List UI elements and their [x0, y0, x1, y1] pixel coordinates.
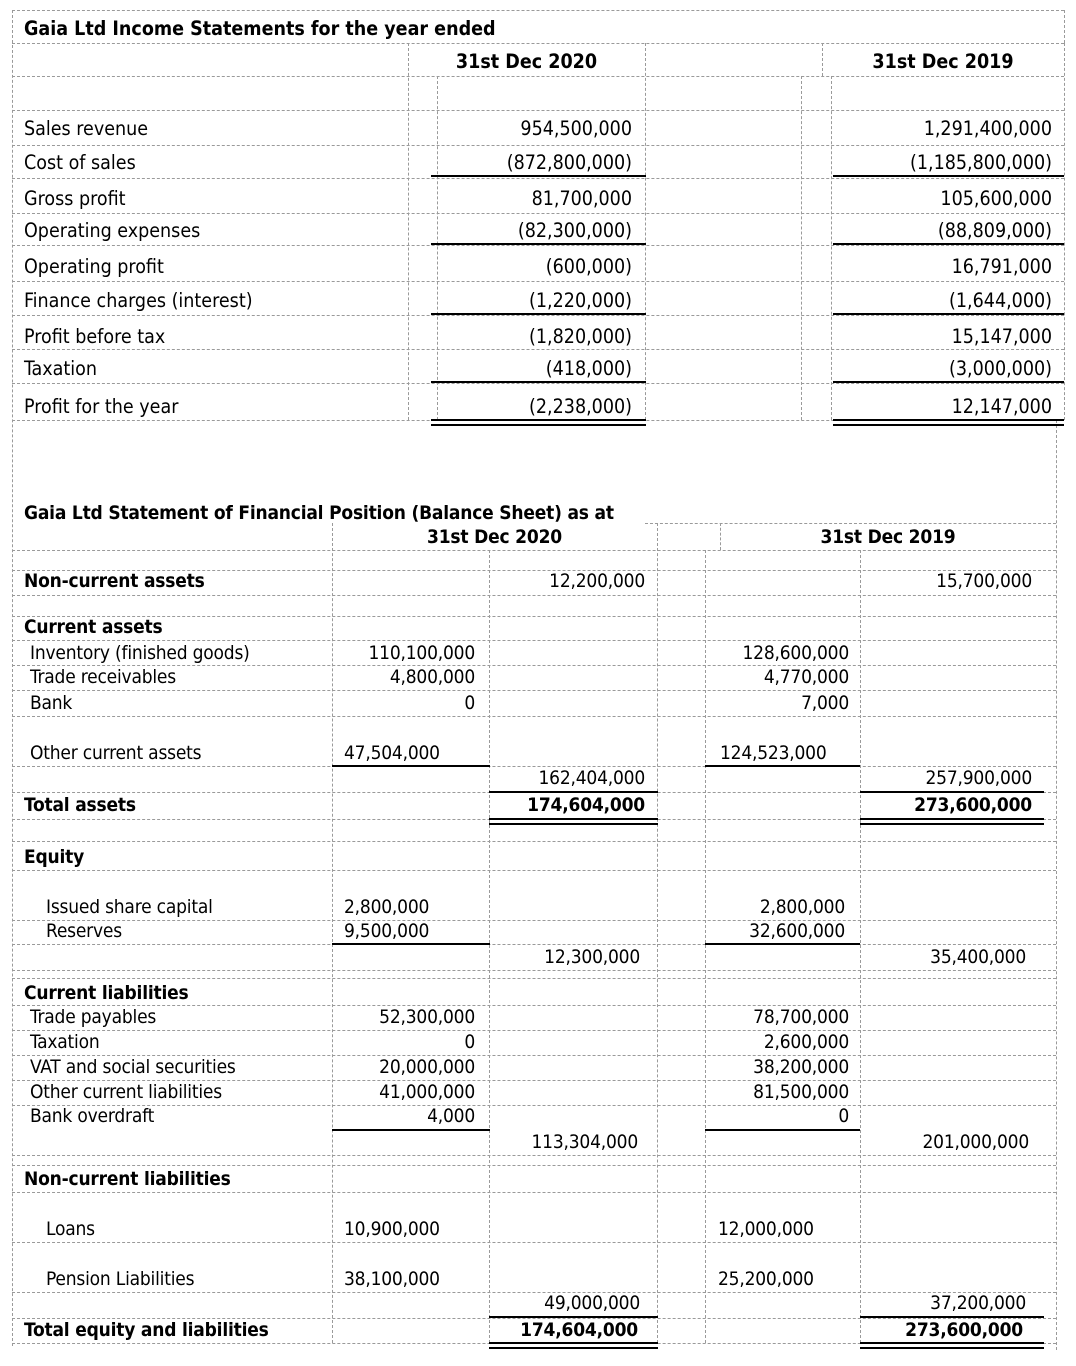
- subtotal-underline: [833, 243, 1064, 245]
- value-2020: 52,300,000: [379, 1006, 475, 1028]
- row-label: VAT and social securities: [30, 1056, 236, 1078]
- total-double-underline: [860, 1342, 1044, 1349]
- value-2019: 12,000,000: [718, 1218, 814, 1240]
- value-2019: 78,700,000: [753, 1006, 849, 1028]
- row-label: Loans: [46, 1218, 95, 1240]
- value-2020: 0: [464, 1031, 475, 1053]
- row-label: Profit before tax: [24, 325, 166, 348]
- value-2020: 954,500,000: [520, 117, 632, 140]
- value-2020: 38,100,000: [344, 1268, 440, 1290]
- subtotal-underline: [332, 765, 490, 767]
- total-2019: 15,700,000: [936, 570, 1032, 592]
- value-2020: (2,238,000): [529, 395, 632, 418]
- row-label: Operating expenses: [24, 219, 201, 242]
- subtotal-underline: [332, 1129, 490, 1131]
- value-2020: (82,300,000): [517, 219, 632, 242]
- column-header-2019: 31st Dec 2019: [872, 50, 1014, 73]
- total-2020: 174,604,000: [520, 1319, 638, 1341]
- section-label-non-current-liabilities: Non-current liabilities: [24, 1168, 231, 1190]
- value-2019: 38,200,000: [753, 1056, 849, 1078]
- total-2019: 201,000,000: [922, 1131, 1029, 1153]
- subtotal-underline: [332, 943, 490, 945]
- subtotal-underline: [431, 313, 646, 315]
- value-2020: 0: [464, 692, 475, 714]
- value-2019: 4,770,000: [763, 666, 849, 688]
- total-double-underline: [489, 818, 658, 825]
- value-2020: (600,000): [545, 255, 632, 278]
- total-2020: 113,304,000: [531, 1131, 638, 1153]
- row-label: Bank: [30, 692, 73, 714]
- subtotal-underline: [833, 175, 1064, 177]
- value-2019: 32,600,000: [749, 920, 845, 942]
- subtotal-underline: [431, 243, 646, 245]
- subtotal-underline: [431, 175, 646, 177]
- row-label: Sales revenue: [24, 117, 149, 140]
- total-double-underline: [860, 818, 1044, 825]
- subtotal-2019: 257,900,000: [925, 767, 1032, 789]
- value-2020: 81,700,000: [531, 187, 632, 210]
- value-2019: 128,600,000: [742, 642, 849, 664]
- value-2019: 12,147,000: [951, 395, 1052, 418]
- total-2019: 37,200,000: [930, 1292, 1026, 1314]
- section-label-equity: Equity: [24, 846, 85, 868]
- value-2020: 20,000,000: [379, 1056, 475, 1078]
- row-label: Issued share capital: [46, 896, 213, 918]
- value-2020: (418,000): [545, 357, 632, 380]
- row-label: Cost of sales: [24, 151, 136, 174]
- value-2019: 7,000: [801, 692, 849, 714]
- total-2020: 49,000,000: [544, 1292, 640, 1314]
- column-header-2020: 31st Dec 2020: [455, 50, 598, 73]
- balance-sheet-title: Gaia Ltd Statement of Financial Position (Balance Sheet) as at: [24, 502, 614, 524]
- total-double-underline: [431, 419, 646, 426]
- value-2019: 2,600,000: [763, 1031, 849, 1053]
- value-2020: 41,000,000: [379, 1081, 475, 1103]
- value-2019: 15,147,000: [951, 325, 1052, 348]
- value-2020: 4,800,000: [389, 666, 475, 688]
- subtotal-2020: 162,404,000: [538, 767, 645, 789]
- total-2019: 273,600,000: [914, 794, 1032, 816]
- total-2020: 12,200,000: [549, 570, 645, 592]
- subtotal-underline: [489, 791, 658, 793]
- row-label: Total equity and liabilities: [24, 1319, 269, 1341]
- column-header-2020: 31st Dec 2020: [427, 526, 562, 548]
- row-label: Other current assets: [30, 742, 202, 764]
- row-label: Taxation: [24, 357, 97, 380]
- value-2019: (88,809,000): [937, 219, 1052, 242]
- value-2019: (1,185,800,000): [910, 151, 1052, 174]
- income-statement-title: Gaia Ltd Income Statements for the year ended: [24, 17, 496, 40]
- section-label-current-liabilities: Current liabilities: [24, 982, 189, 1004]
- row-label: Operating profit: [24, 255, 164, 278]
- value-2019: 0: [838, 1105, 849, 1127]
- value-2020: 2,800,000: [344, 896, 430, 918]
- row-label: Finance charges (interest): [24, 289, 253, 312]
- subtotal-underline: [833, 381, 1064, 383]
- value-2020: (872,800,000): [506, 151, 632, 174]
- value-2020: 47,504,000: [344, 742, 440, 764]
- value-2020: 4,000: [427, 1105, 475, 1127]
- subtotal-underline: [860, 1316, 1044, 1318]
- subtotal-underline: [431, 381, 646, 383]
- value-2020: 9,500,000: [344, 920, 430, 942]
- row-label: Reserves: [46, 920, 122, 942]
- total-2020: 174,604,000: [527, 794, 645, 816]
- row-label: Inventory (finished goods): [30, 642, 250, 664]
- value-2019: (1,644,000): [949, 289, 1052, 312]
- value-2020: (1,220,000): [529, 289, 632, 312]
- total-double-underline: [833, 419, 1064, 426]
- row-label: Trade receivables: [30, 666, 176, 688]
- value-2019: 81,500,000: [753, 1081, 849, 1103]
- subtotal-underline: [860, 791, 1044, 793]
- subtotal-underline: [705, 1129, 860, 1131]
- row-label: Total assets: [24, 794, 136, 816]
- value-2019: 124,523,000: [720, 742, 827, 764]
- value-2020: 110,100,000: [368, 642, 475, 664]
- row-label: Pension Liabilities: [46, 1268, 195, 1290]
- value-2019: 105,600,000: [940, 187, 1052, 210]
- value-2020: 10,900,000: [344, 1218, 440, 1240]
- row-label: Other current liabilities: [30, 1081, 222, 1103]
- section-label-current-assets: Current assets: [24, 616, 163, 638]
- column-header-2019: 31st Dec 2019: [820, 526, 956, 548]
- subtotal-underline: [705, 765, 860, 767]
- section-label: Non-current assets: [24, 570, 205, 592]
- value-2019: (3,000,000): [949, 357, 1052, 380]
- subtotal-underline: [489, 1316, 658, 1318]
- row-label: Taxation: [30, 1031, 100, 1053]
- total-2019: 273,600,000: [905, 1319, 1023, 1341]
- value-2019: 2,800,000: [759, 896, 845, 918]
- row-label: Trade payables: [30, 1006, 157, 1028]
- subtotal-underline: [833, 313, 1064, 315]
- value-2019: 1,291,400,000: [923, 117, 1052, 140]
- value-2019: 25,200,000: [718, 1268, 814, 1290]
- total-double-underline: [489, 1342, 658, 1349]
- value-2019: 16,791,000: [951, 255, 1052, 278]
- value-2020: (1,820,000): [529, 325, 632, 348]
- row-label: Bank overdraft: [30, 1105, 155, 1127]
- row-label: Profit for the year: [24, 395, 179, 418]
- total-2019: 35,400,000: [930, 946, 1026, 968]
- row-label: Gross profit: [24, 187, 126, 210]
- total-2020: 12,300,000: [544, 946, 640, 968]
- subtotal-underline: [705, 943, 860, 945]
